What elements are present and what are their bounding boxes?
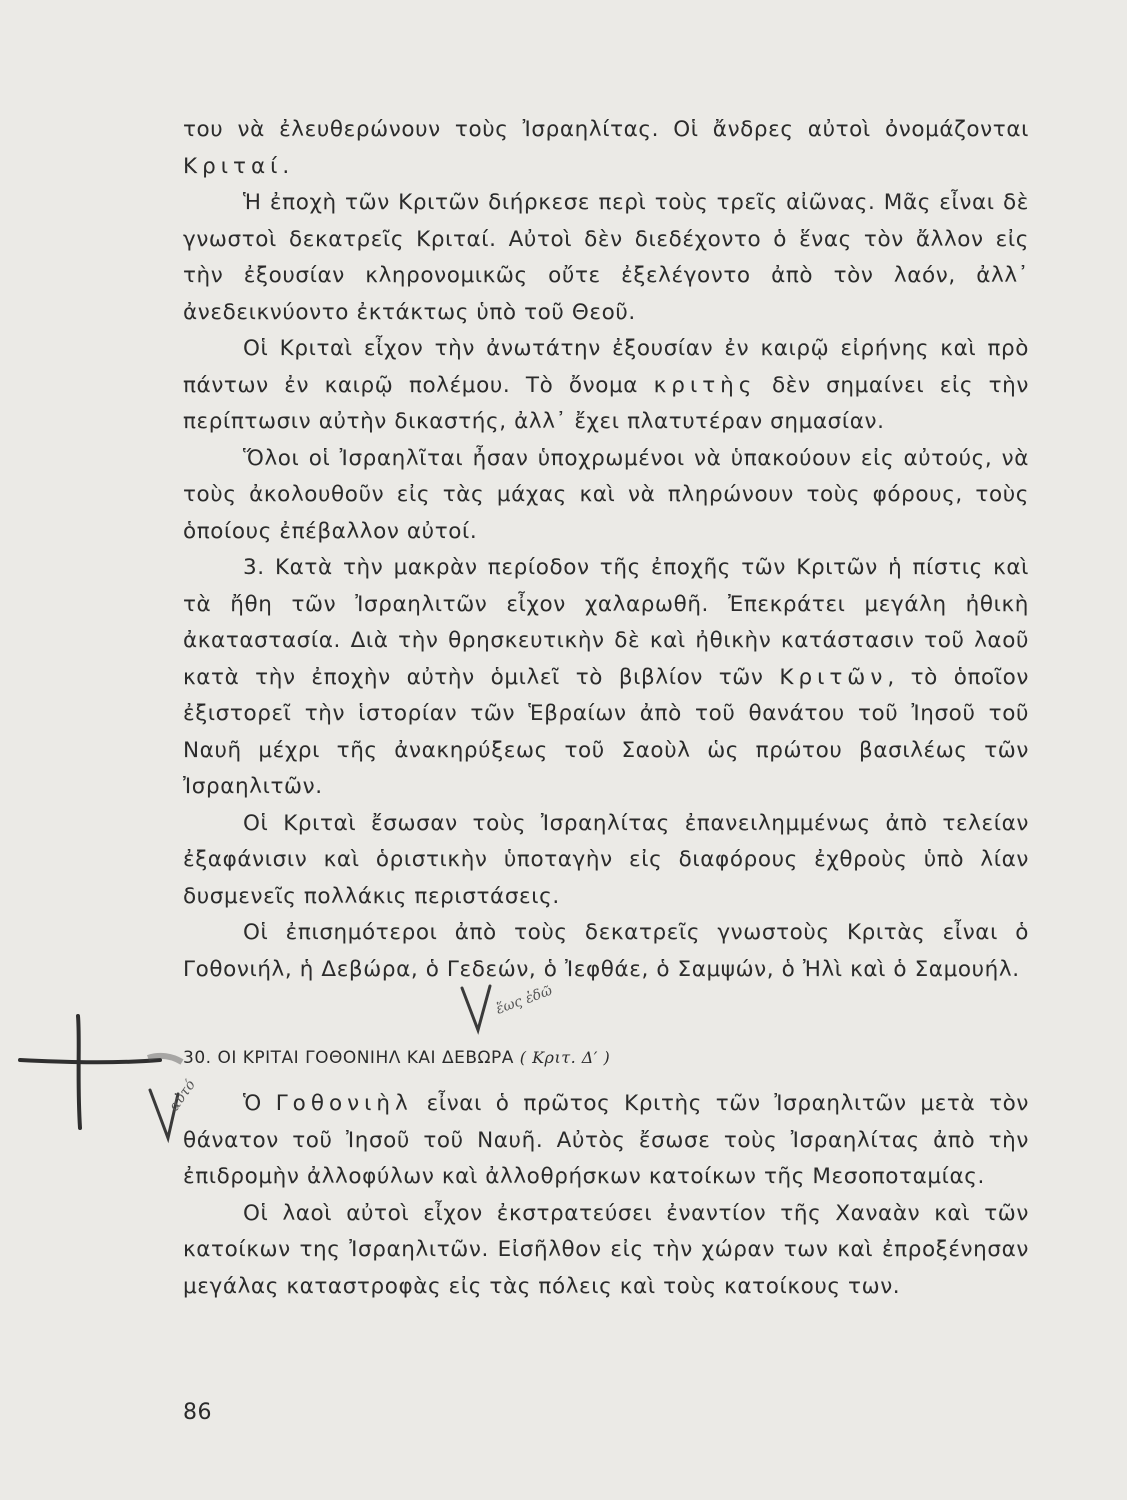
section-number: 30. <box>183 1048 212 1068</box>
svg-text:αὐτό: αὐτό <box>166 1077 199 1115</box>
section-heading <box>183 1046 1029 1070</box>
pencil-checkmark-upto-here <box>462 982 555 1030</box>
spaced-term: κριτὴς <box>653 372 757 398</box>
text-run: Οἱ ἐπισημότεροι ἀπὸ τοὺς δεκατρεῖς γνωστοὺς Κριτὰς εἶναι ὁ Γοθονιήλ, ἡ Δεβώρα, ὁ Γεδεών, ὁ Ἰεφθάε, ὁ Σαμψών, ὁ Ἠλὶ καὶ ὁ Σαμουήλ. <box>183 920 1029 982</box>
paragraph <box>183 441 1029 551</box>
text-run: εἶναι ὁ πρῶτος Κριτὴς τῶν Ἰσραηλιτῶν μετὰ τὸν θάνατον τοῦ Ἰησοῦ τοῦ Ναυῆ. Αὐτὸς ἔσωσε τοὺς Ἰσραηλίτας ἀπὸ τὴν ἐπιδρομὴν ἀλλοφύλων καὶ ἀλλοθρήσκων κατοίκων τῆς Μεσοποταμίας. <box>183 1091 1029 1189</box>
spaced-term: Κριτῶν <box>779 664 888 690</box>
text-run: 3. Κατὰ τὴν μακρὰν περίοδον τῆς ἐποχῆς τῶν Κριτῶν ἡ πίστις καὶ τὰ ἤθη τῶν Ἰσραηλιτῶν εἶχον χαλαρωθῆ. Ἐπεκράτει μεγάλη ἠθικὴ ἀκαταστασία. Διὰ τὴν θρησκευτικὴν δὲ καὶ ἠθικὴν κατάστασιν τοῦ λαοῦ κατὰ τὴν ἐποχὴν αὐτὴν ὁμιλεῖ τὸ βιβλίον τῶν <box>183 555 1029 690</box>
svg-text:ἕως ἐδῶ: ἕως ἐδῶ <box>493 982 555 1018</box>
paragraph <box>183 550 1029 806</box>
text-run: Οἱ λαοὶ αὐτοὶ εἶχον ἐκστρατεύσει ἐναντίον τῆς Χαναὰν καὶ τῶν κατοίκων της Ἰσραηλιτῶν. Εἰσῆλθον εἰς τὴν χώραν των καὶ ἐπροξένησαν μεγάλας καταστροφὰς εἰς τὰς πόλεις καὶ τοὺς κατοίκους των. <box>183 1200 1029 1299</box>
paragraph <box>183 185 1029 331</box>
text-run: Οἱ Κριταὶ ἔσωσαν τοὺς Ἰσραηλίτας ἐπανειλημμένως ἀπὸ τελείαν ἐξαφάνισιν καὶ ὁριστικὴν ὑποταγὴν εἰς διαφόρους ἐχθροὺς ὑπὸ λίαν δυσμενεῖς πολλάκις περιστάσεις. <box>183 810 1029 909</box>
text-run: Οἱ Κριταὶ εἶχον τὴν ἀνωτάτην ἐξουσίαν ἐν καιρῷ εἰρήνης καὶ πρὸ πάντων ἐν καιρῷ πολέμου. Τὸ ὄνομα <box>183 336 1029 398</box>
section-reference: ( Κριτ. Δ′ ) <box>519 1048 611 1067</box>
text-run: του νὰ ἐλευθερώνουν τοὺς Ἰσραηλίτας. Οἱ ἄνδρες αὐτοὶ ὀνομάζονται <box>183 117 1029 142</box>
text-run: δὲν σημαίνει εἰς τὴν περίπτωσιν αὐτὴν δικαστής, ἀλλ᾽ ἔχει πλατυτέραν σημασίαν. <box>183 372 1029 434</box>
text-run: Ὅλοι οἱ Ἰσραηλῖται ἦσαν ὑποχρωμένοι νὰ ὑπακούουν εἰς αὐτούς, νὰ τοὺς ἀκολουθοῦν εἰς τὰς μάχας καὶ νὰ πληρώνουν τοὺς φόρους, τοὺς ὁποίους ἐπέβαλλον αὐτοί. <box>183 445 1029 544</box>
paragraph <box>183 112 1029 185</box>
page-number: 86 <box>183 1400 212 1425</box>
spaced-term: Κριταί <box>183 153 283 179</box>
text-run: Ἡ ἐποχὴ τῶν Κριτῶν διήρκεσε περὶ τοὺς τρεῖς αἰῶνας. Μᾶς εἶναι δὲ γνωστοὶ δεκατρεῖς Κριταί. Αὐτοὶ δὲν διεδέχοντο ὁ ἕνας τὸν ἄλλον εἰς τὴν ἐξουσίαν κληρονομικῶς οὔτε ἐξελέγοντο ἀπὸ τὸν λαόν, ἀλλ᾽ ἀνεδεικνύοντο ἐκτάκτως ὑπὸ τοῦ Θεοῦ. <box>183 190 1029 325</box>
pencil-cross-mark <box>20 1016 160 1128</box>
paragraph <box>183 331 1029 441</box>
text-run: Ὁ <box>243 1091 276 1116</box>
paragraph <box>183 915 1029 988</box>
body-text-top <box>183 112 1029 988</box>
pencil-smudge <box>148 1056 182 1062</box>
section-title: ΟΙ ΚΡΙΤΑΙ ΓΟΘΟΝΙΗΛ ΚΑΙ ΔΕΒΩΡΑ <box>217 1048 514 1068</box>
paragraph <box>183 1086 1029 1196</box>
text-run: . <box>282 153 290 179</box>
body-text-bottom <box>183 1086 1029 1305</box>
paragraph <box>183 1196 1029 1306</box>
paragraph <box>183 806 1029 916</box>
text-run: , τὸ ὁποῖον ἐξιστορεῖ τὴν ἱστορίαν τῶν Ἑβραίων ἀπὸ τοῦ θανάτου τοῦ Ἰησοῦ τοῦ Ναυῆ μέχρι τῆς ἀνακηρύξεως τοῦ Σαοὺλ ὡς πρώτου βασιλέως τῶν Ἰσραηλιτῶν. <box>183 664 1029 799</box>
spaced-term: Γοθονιὴλ <box>275 1091 413 1116</box>
